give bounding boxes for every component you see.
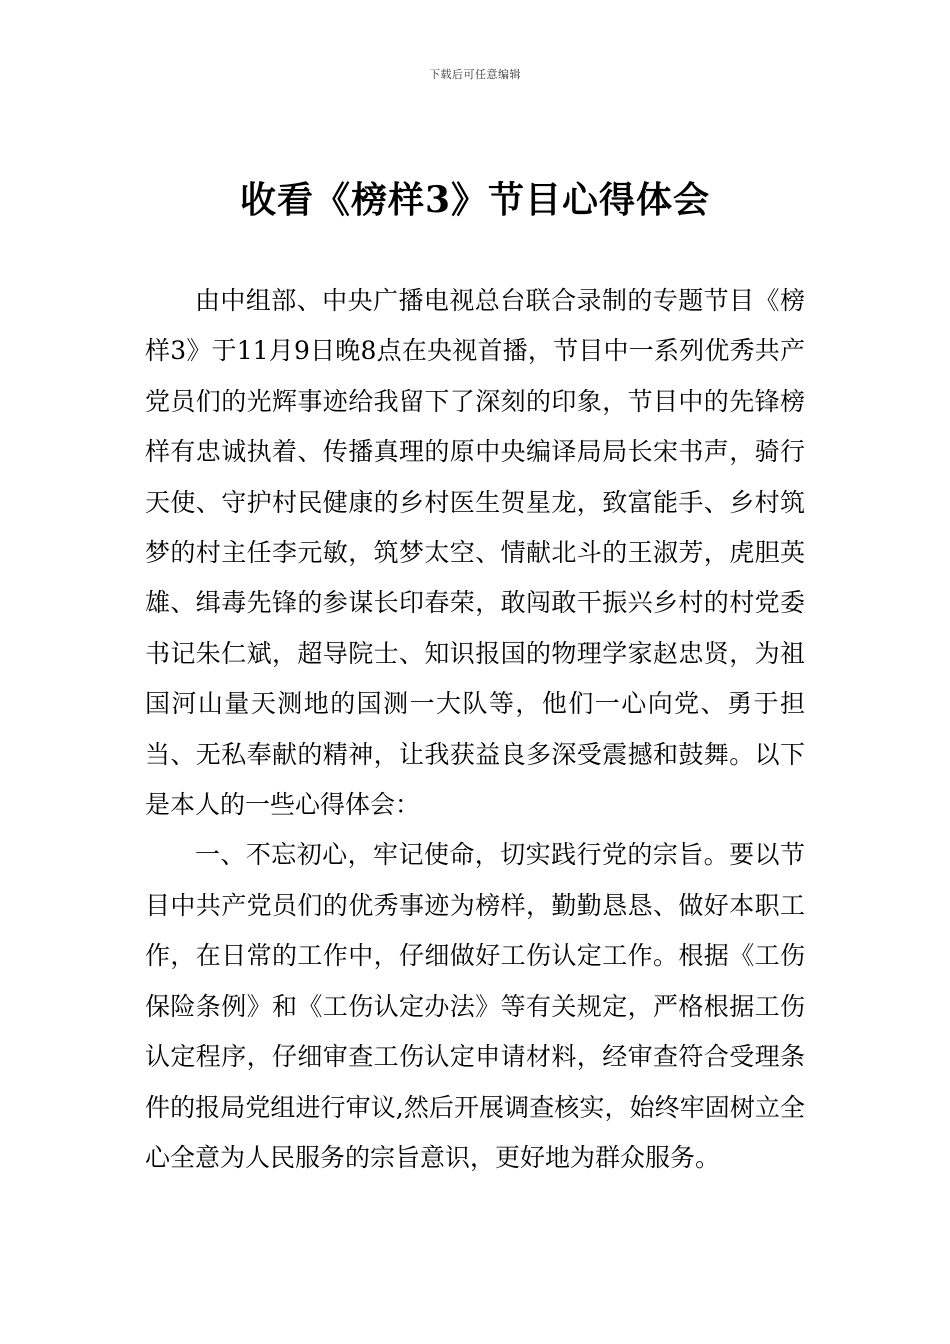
document-title: 收看《榜样3》节目心得体会: [239, 179, 711, 221]
paragraph-point-one: 一、不忘初心，牢记使命，切实践行党的宗旨。要以节目中共产党员们的优秀事迹为榜样，勤勤恳恳、做好本职工作，在日常的工作中，仔细做好工伤认定工作。根据《工伤保险条例》和《工伤认定办法》等有关规定，严格根据工伤认定程序，仔细审查工伤认定申请材料，经审查符合受理条件的报局党组进行审议,然后开展调查核实，始终牢固树立全心全意为人民服务的宗旨意识，更好地为群众服务。: [145, 840, 805, 1172]
document-body: [145, 276, 805, 1183]
paragraph-intro: 由中组部、中央广播电视总台联合录制的专题节目《榜样3》于11月9日晚8点在央视首播，节目中一系列优秀共产党员们的光辉事迹给我留下了深刻的印象，节目中的先锋榜样有忠诚执着、传播真理的原中央编译局局长宋书声，骑行天使、守护村民健康的乡村医生贺星龙，致富能手、乡村筑梦的村主任李元敏，筑梦太空、情献北斗的王淑芳，虎胆英雄、缉毒先锋的参谋长印春荣，敢闯敢干振兴乡村的村党委书记朱仁斌，超导院士、知识报国的物理学家赵忠贤，为祖国河山量天测地的国测一大队等，他们一心向党、勇于担当、无私奉献的精神，让我获益良多深受震撼和鼓舞。以下是本人的一些心得体会：: [145, 286, 805, 820]
header-note: 下载后可任意编辑: [429, 68, 521, 81]
